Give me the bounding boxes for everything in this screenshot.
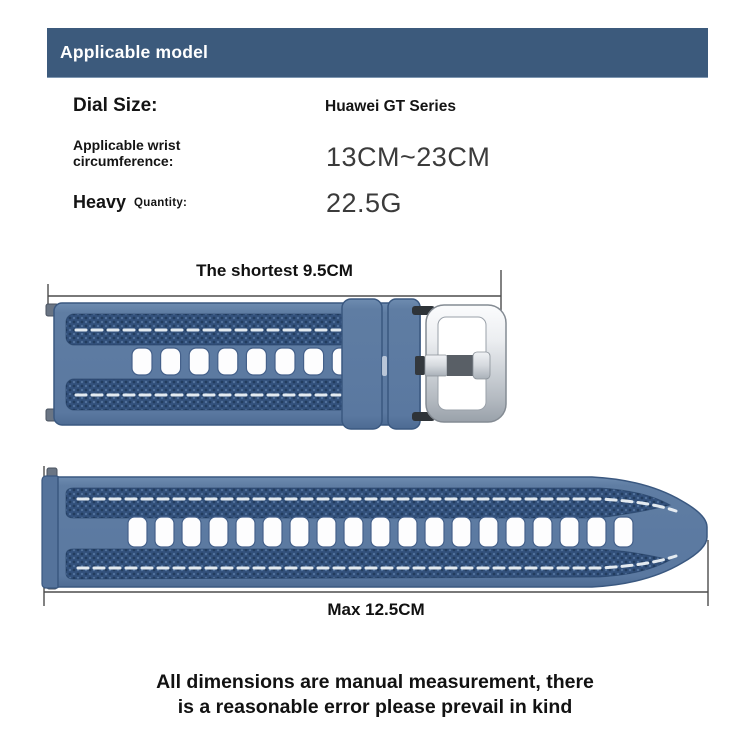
section-header (47, 28, 708, 78)
long-strap-holes (128, 517, 633, 547)
dial-size-value: Huawei GT Series (325, 98, 456, 115)
shortest-length-label: The shortest 9.5CM (196, 261, 353, 280)
max-dimension-line (44, 466, 708, 606)
wrist-circumference-value: 13CM~23CM (326, 142, 491, 172)
buckle-prong (415, 352, 490, 379)
long-strap-illustration (42, 468, 707, 589)
disclaimer-line-1: All dimensions are manual measurement, there (156, 671, 594, 693)
short-strap-illustration (46, 299, 506, 429)
wrist-circumference-label: Applicable wrist circumference: (73, 137, 181, 169)
max-length-label: Max 12.5CM (327, 600, 425, 619)
weight-quantity-label: Quantity: (134, 197, 188, 209)
weight-value: 22.5G (326, 188, 403, 218)
weight-label: Heavy (73, 192, 127, 212)
buckle (412, 305, 506, 422)
measurement-disclaimer (0, 670, 750, 720)
dial-size-label: Dial Size: (73, 95, 158, 116)
section-title: Applicable model (60, 42, 209, 62)
disclaimer-line-2: is a reasonable error please prevail in kind (177, 696, 573, 718)
short-strap-holes (132, 348, 352, 375)
